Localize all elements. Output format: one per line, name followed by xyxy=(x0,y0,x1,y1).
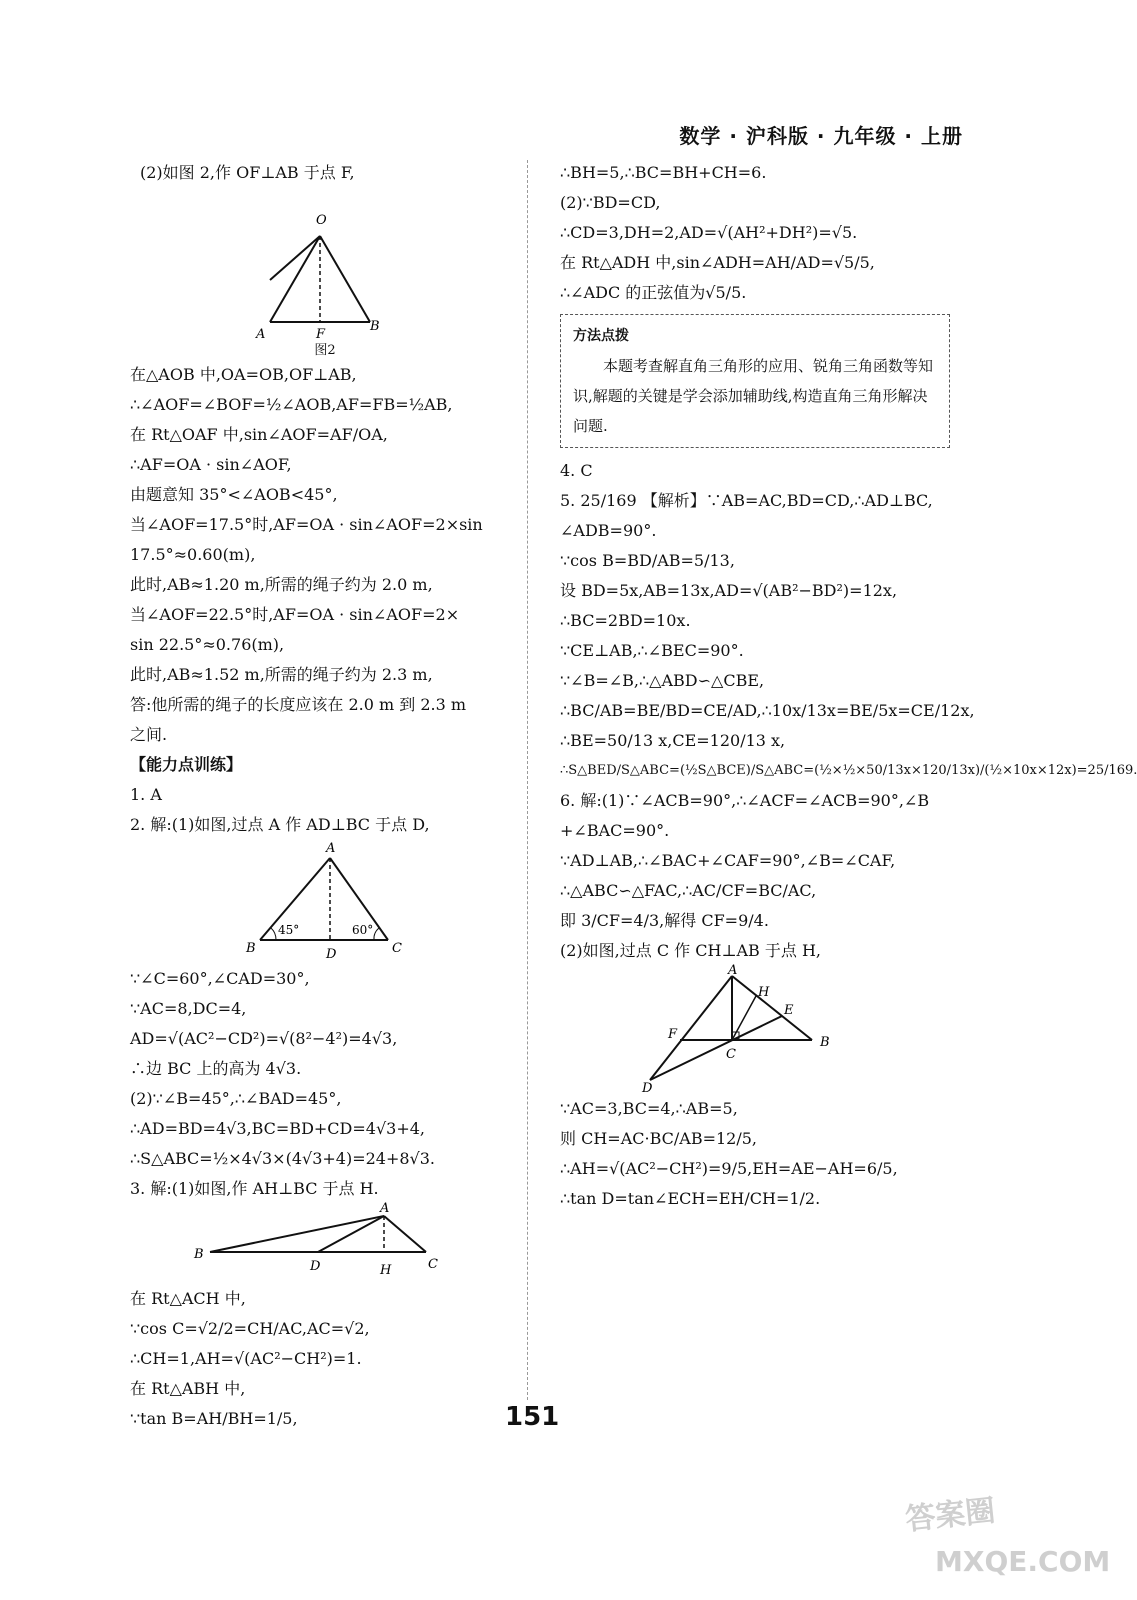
q2-label-d: D xyxy=(326,947,337,962)
text-line: 在 Rt△ACH 中, xyxy=(130,1289,246,1308)
text-line: 当∠AOF=17.5°时,AF=OA · sin∠AOF=2×sin xyxy=(130,515,483,534)
q6-side-ab xyxy=(732,976,812,1040)
q6-label-d: D xyxy=(642,1081,653,1096)
q6-label-h: H xyxy=(758,985,770,1000)
q3-label-h: H xyxy=(380,1263,392,1278)
text-line: (2)如图,过点 C 作 CH⊥AB 于点 H, xyxy=(560,941,822,960)
figure-q6 xyxy=(560,963,950,1096)
text-line: ∵AC=8,DC=4, xyxy=(130,999,247,1018)
text-line: ∵∠C=60°,∠CAD=30°, xyxy=(130,969,310,988)
text-line: +∠BAC=90°. xyxy=(560,821,670,840)
text-line: 此时,AB≈1.52 m,所需的绳子约为 2.3 m, xyxy=(130,665,433,684)
text-line: ∠ADB=90°. xyxy=(560,521,657,540)
answer-1: 1. A xyxy=(130,785,162,804)
text-line: 17.5°≈0.60(m), xyxy=(130,545,256,564)
q6-label-e: E xyxy=(784,1003,794,1018)
q3-label-a: A xyxy=(380,1201,390,1216)
text-line: ∴AD=BD=4√3,BC=BD+CD=4√3+4, xyxy=(130,1119,425,1138)
text-line: 在 Rt△OAF 中,sin∠AOF=AF/OA, xyxy=(130,425,388,444)
fig2-label-b: B xyxy=(370,319,380,334)
text-line: 由题意知 35°<∠AOB<45°, xyxy=(130,485,338,504)
text-line: 此时,AB≈1.20 m,所需的绳子约为 2.0 m, xyxy=(130,575,433,594)
answer-4: 4. C xyxy=(560,461,593,480)
q3-side-ab xyxy=(210,1216,384,1252)
text-line: ∴CH=1,AH=√(AC²−CH²)=1. xyxy=(130,1349,362,1368)
text-line: ∴BH=5,∴BC=BH+CH=6. xyxy=(560,163,767,182)
text-line: ∴S△BED/S△ABC=(½S△BCE)/S△ABC=(½×½×50/13x×120/13x)/(½×10x×12x)=25/169. xyxy=(560,763,1137,778)
method-tip-title: 方法点拨 xyxy=(573,328,629,344)
watermark-url: MXQE.COM xyxy=(935,1545,1111,1578)
text-line: ∵AC=3,BC=4,∴AB=5, xyxy=(560,1099,738,1118)
fig2-side-ob xyxy=(320,236,370,322)
q3-label-c: C xyxy=(428,1257,438,1272)
text-line: ∴△ABC∽△FAC,∴AC/CF=BC/AC, xyxy=(560,881,817,900)
text-line: 设 BD=5x,AB=13x,AD=√(AB²−BD²)=12x, xyxy=(560,581,898,600)
q2-angle-c-arc xyxy=(374,928,379,940)
text-line: ∵tan B=AH/BH=1/5, xyxy=(130,1409,298,1428)
page-number: 151 xyxy=(505,1402,560,1432)
text-line: ∴BC/AB=BE/BD=CE/AD,∴10x/13x=BE/5x=CE/12x, xyxy=(560,701,975,720)
text-line: (2)如图 2,作 OF⊥AB 于点 F, xyxy=(140,163,355,182)
method-tip-text: 本题考查解直角三角形的应用、锐角三角函数等知识,解题的关键是学会添加辅助线,构造直角三角形解决问题. xyxy=(573,357,934,435)
text-line: ∴CD=3,DH=2,AD=√(AH²+DH²)=√5. xyxy=(560,223,858,242)
text-line: sin 22.5°≈0.76(m), xyxy=(130,635,285,654)
fig2-label-o: O xyxy=(316,213,327,228)
text-line: 则 CH=AC·BC/AB=12/5, xyxy=(560,1129,757,1148)
q2-label-c: C xyxy=(392,941,402,956)
figure-q2 xyxy=(130,842,520,962)
q3-side-ac xyxy=(384,1216,426,1252)
text-line: ∵∠B=∠B,∴△ABD∽△CBE, xyxy=(560,671,765,690)
q6-label-f: F xyxy=(668,1027,678,1042)
fig2-caption: 图2 xyxy=(314,343,336,358)
answer-6: 6. 解:(1)∵∠ACB=90°,∴∠ACF=∠ACB=90°,∠B xyxy=(560,791,930,810)
text-line: ∵AD⊥AB,∴∠BAC+∠CAF=90°,∠B=∠CAF, xyxy=(560,851,896,870)
q2-label-a: A xyxy=(326,841,336,856)
text-line: ∴BE=50/13 x,CE=120/13 x, xyxy=(560,731,786,750)
figure-q3 xyxy=(130,1201,520,1282)
text-line: 在 Rt△ADH 中,sin∠ADH=AH/AD=√5/5, xyxy=(560,253,875,272)
fig2-label-f: F xyxy=(316,327,326,342)
text-line: ∴∠AOF=∠BOF=½∠AOB,AF=FB=½AB, xyxy=(130,395,453,414)
left-column xyxy=(130,158,520,1434)
q3-label-d: D xyxy=(310,1259,321,1274)
figure-2 xyxy=(130,190,520,340)
method-tip-box xyxy=(560,314,950,448)
fig2-label-a: A xyxy=(256,327,266,342)
answer-3: 3. 解:(1)如图,作 AH⊥BC 于点 H. xyxy=(130,1179,379,1198)
watermark-logo: 答案圈 xyxy=(903,1493,997,1538)
text-line: ∵CE⊥AB,∴∠BEC=90°. xyxy=(560,641,744,660)
header-title: 数学 · 沪科版 · 九年级 · 上册 xyxy=(679,124,963,148)
q6-line-ad xyxy=(650,976,732,1080)
text-line: 在△AOB 中,OA=OB,OF⊥AB, xyxy=(130,365,357,384)
q3-label-b: B xyxy=(194,1247,204,1262)
text-line: (2)∵∠B=45°,∴∠BAD=45°, xyxy=(130,1089,342,1108)
text-line: 在 Rt△ABH 中, xyxy=(130,1379,246,1398)
text-line: 答:他所需的绳子的长度应该在 2.0 m 到 2.3 m xyxy=(130,695,467,714)
text-line: AD=√(AC²−CD²)=√(8²−4²)=4√3, xyxy=(130,1029,398,1048)
text-line: ∴∠ADC 的正弦值为√5/5. xyxy=(560,283,747,302)
text-line: ∴tan D=tan∠ECH=EH/CH=1/2. xyxy=(560,1189,821,1208)
text-line: ∴BC=2BD=10x. xyxy=(560,611,691,630)
answer-5: 5. 25/169 【解析】∵AB=AC,BD=CD,∴AD⊥BC, xyxy=(560,491,933,510)
q2-angle-b: 45° xyxy=(278,923,300,937)
q6-line-de xyxy=(650,1016,782,1080)
fig2-side-oa2 xyxy=(270,236,320,322)
q2-angle-c: 60° xyxy=(352,923,374,937)
q2-label-b: B xyxy=(246,941,256,956)
section-heading: 【能力点训练】 xyxy=(130,755,243,774)
q6-label-b: B xyxy=(820,1035,830,1050)
column-divider xyxy=(527,160,528,1400)
q2-angle-b-arc xyxy=(271,928,276,940)
text-line: ∴S△ABC=½×4√3×(4√3+4)=24+8√3. xyxy=(130,1149,436,1168)
fig2-side-oa xyxy=(270,236,320,280)
text-line: 当∠AOF=22.5°时,AF=OA · sin∠AOF=2× xyxy=(130,605,460,624)
text-line: ∴边 BC 上的高为 4√3. xyxy=(130,1059,302,1078)
text-line: ∴AH=√(AC²−CH²)=9/5,EH=AE−AH=6/5, xyxy=(560,1159,898,1178)
text-line: ∵cos B=BD/AB=5/13, xyxy=(560,551,735,570)
text-line: 之间. xyxy=(130,725,168,744)
q6-label-a: A xyxy=(728,963,738,978)
text-line: ∵cos C=√2/2=CH/AC,AC=√2, xyxy=(130,1319,370,1338)
answer-2: 2. 解:(1)如图,过点 A 作 AD⊥BC 于点 D, xyxy=(130,815,430,834)
q6-label-c: C xyxy=(726,1047,736,1062)
text-line: 即 3/CF=4/3,解得 CF=9/4. xyxy=(560,911,769,930)
text-line: (2)∵BD=CD, xyxy=(560,193,661,212)
text-line: ∴AF=OA · sin∠AOF, xyxy=(130,455,292,474)
right-column xyxy=(560,158,1137,1214)
q3-median-ad xyxy=(318,1216,384,1252)
